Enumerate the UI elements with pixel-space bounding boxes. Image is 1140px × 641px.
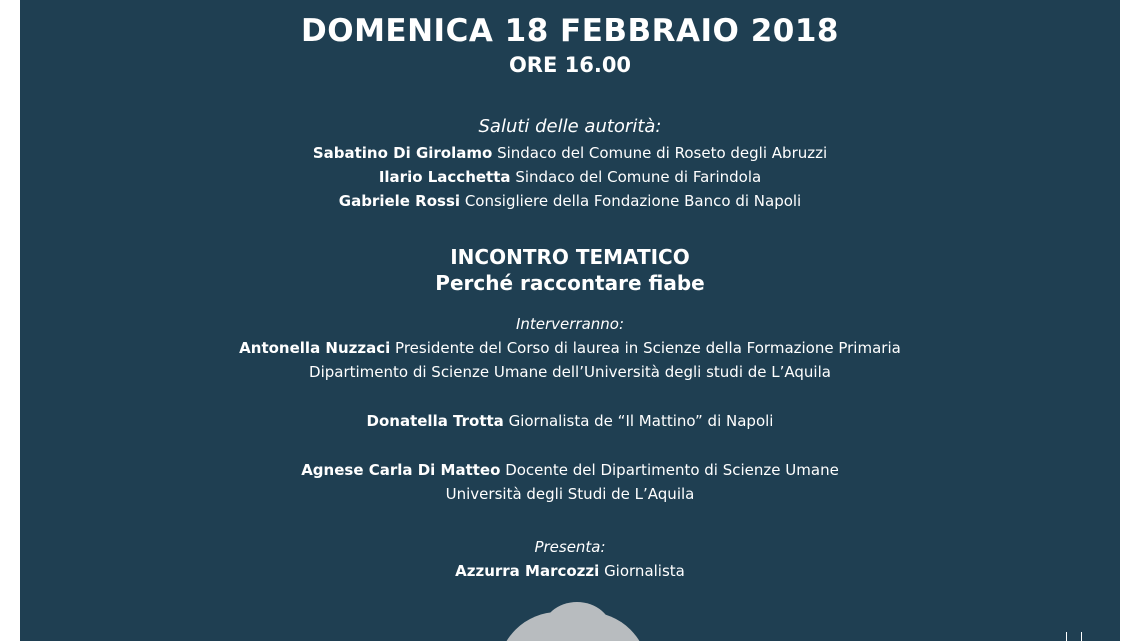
- speaker-line: [20, 411, 1120, 431]
- speaker-name: Antonella Nuzzaci: [239, 339, 391, 357]
- speaker-role-line2: Dipartimento di Scienze Umane dell’Università degli studi de L’Aquila: [309, 363, 831, 381]
- event-poster: [20, 0, 1120, 641]
- greeting-name: Sabatino Di Girolamo: [312, 144, 493, 162]
- greeting-line: [20, 167, 1120, 187]
- greeting-line: [20, 143, 1120, 163]
- greetings-label: Saluti delle autorità:: [478, 116, 662, 137]
- event-date: DOMENICA 18 FEBBRAIO 2018: [301, 13, 839, 49]
- greeting-line: [20, 191, 1120, 211]
- host-line: [20, 561, 1120, 581]
- greeting-role: Sindaco del Comune di Farindola: [515, 168, 762, 186]
- host-name: Azzurra Marcozzi: [455, 562, 600, 580]
- greeting-role: Consigliere della Fondazione Banco di Napoli: [464, 192, 802, 210]
- speaker-role: Presidente del Corso di laurea in Scienze della Formazione Primaria: [395, 339, 901, 357]
- meeting-subtitle: Perché raccontare fiabe: [435, 271, 705, 295]
- speaker-name: Donatella Trotta: [366, 412, 504, 430]
- speaker-role: Docente del Dipartimento di Scienze Umane: [505, 461, 839, 479]
- corner-mark: [1066, 632, 1082, 641]
- greeting-name: Ilario Lacchetta: [378, 168, 511, 186]
- speakers-label: Interverranno:: [515, 315, 625, 333]
- speaker-role: Giornalista de “Il Mattino” di Napoli: [508, 412, 774, 430]
- speaker-name: Agnese Carla Di Matteo: [301, 461, 501, 479]
- meeting-title: INCONTRO TEMATICO: [450, 245, 690, 269]
- speaker-line: [20, 460, 1120, 480]
- host-role: Giornalista: [604, 562, 685, 580]
- speaker-line: [20, 338, 1120, 358]
- event-time: ORE 16.00: [508, 53, 632, 77]
- greeting-role: Sindaco del Comune di Roseto degli Abruzzi: [497, 144, 828, 162]
- greeting-name: Gabriele Rossi: [338, 192, 461, 210]
- host-label: Presenta:: [534, 538, 606, 556]
- speaker-role-line2: Università degli Studi de L’Aquila: [445, 485, 695, 503]
- cloud-illustration: [498, 612, 648, 641]
